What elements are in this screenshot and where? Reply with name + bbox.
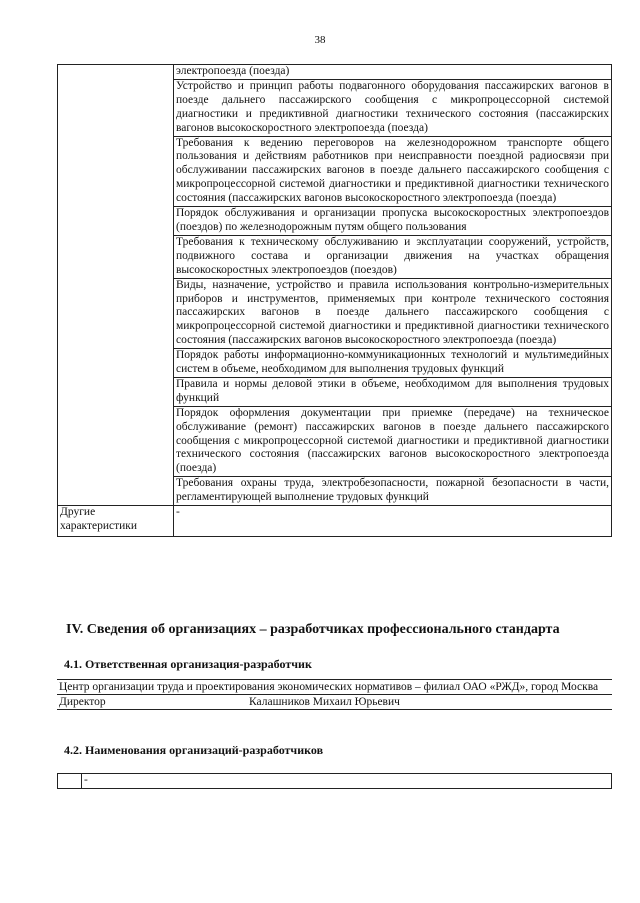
table-cell-text: Требования к техническому обслуживанию и эксплуатации сооружений, устройств, подвижного состава и организации движения на участках обращения высокоскоростных электропоездов (поездов) bbox=[174, 235, 612, 278]
other-characteristics-label: Другие характеристики bbox=[58, 506, 174, 537]
other-characteristics-value: - bbox=[174, 506, 612, 537]
knowledge-table bbox=[57, 64, 612, 537]
org-head-row bbox=[57, 695, 612, 710]
org-name-row bbox=[57, 680, 612, 695]
table-cell-text: Правила и нормы деловой этики в объеме, необходимом для выполнения трудовых функций bbox=[174, 377, 612, 406]
developer-number bbox=[58, 774, 82, 789]
table-cell-text: Виды, назначение, устройство и правила использования контрольно-измерительных приборов и инструментов, применяемых при контроле технического состояния пассажирских вагонов в поезде дальнего пассажирского сообщения с микропроцессорной системой диагностики и предиктивной диагностики технического состояния (пассажирских вагонов высокоскоростного электропоезда (поезда) bbox=[174, 278, 612, 349]
developers-table bbox=[57, 773, 612, 789]
subsection-title: 4.2. Наименования организаций-разработчиков bbox=[64, 743, 324, 757]
developer-name: - bbox=[82, 774, 612, 789]
org-position: Директор bbox=[57, 695, 247, 710]
table-row bbox=[58, 506, 612, 537]
table-cell-left bbox=[58, 65, 174, 506]
table-cell-text: Порядок оформления документации при приемке (передаче) на техническое обслуживание (ремонт) пассажирских вагонов в поезде дальнего пассажирского сообщения с микропроцессорной системой диагностики и предиктивной диагностики технического состояния (пассажирских вагонов высокоскоростного электропоезда (поезда) bbox=[174, 406, 612, 477]
org-name: Центр организации труда и проектирования экономических нормативов – филиал ОАО «РЖД», город Москва bbox=[57, 680, 612, 695]
subsection-title: 4.1. Ответственная организация-разработчик bbox=[64, 657, 312, 671]
table-cell-text: Требования к ведению переговоров на железнодорожном транспорте общего пользования и действиям работников при неисправности поездной радиосвязи при обслуживании пассажирских вагонов в поезде дальнего пассажирского сообщения с микропроцессорной системой диагностики и предиктивной диагностики технического состояния (пассажирских вагонов высокоскоростного электропоезда (поезда) bbox=[174, 136, 612, 207]
table-cell-text: Требования охраны труда, электробезопасности, пожарной безопасности в части, регламентирующей выполнение трудовых функций bbox=[174, 477, 612, 506]
table-cell-text: Устройство и принцип работы подвагонного оборудования пассажирских вагонов в поезде дальнего пассажирского сообщения с микропроцессорной системой диагностики и предиктивной диагностики технического состояния (пассажирских вагонов высокоскоростного электропоезда (поезда) bbox=[174, 79, 612, 136]
table-row bbox=[58, 65, 612, 80]
table-cell-text: Порядок обслуживания и организации пропуска высокоскоростных электропоездов (поездов) по железнодорожным путям общего пользования bbox=[174, 207, 612, 236]
table-cell-text: электропоезда (поезда) bbox=[174, 65, 612, 80]
responsible-organization-table bbox=[57, 679, 612, 710]
page-number: 38 bbox=[314, 34, 326, 46]
table-row bbox=[58, 774, 612, 789]
section-title: IV. Сведения об организациях – разработчиках профессионального стандарта bbox=[66, 622, 560, 637]
table-cell-text: Порядок работы информационно-коммуникационных технологий и мультимедийных систем в объеме, необходимом для выполнения трудовых функций bbox=[174, 349, 612, 378]
org-person: Калашников Михаил Юрьевич bbox=[247, 695, 612, 710]
